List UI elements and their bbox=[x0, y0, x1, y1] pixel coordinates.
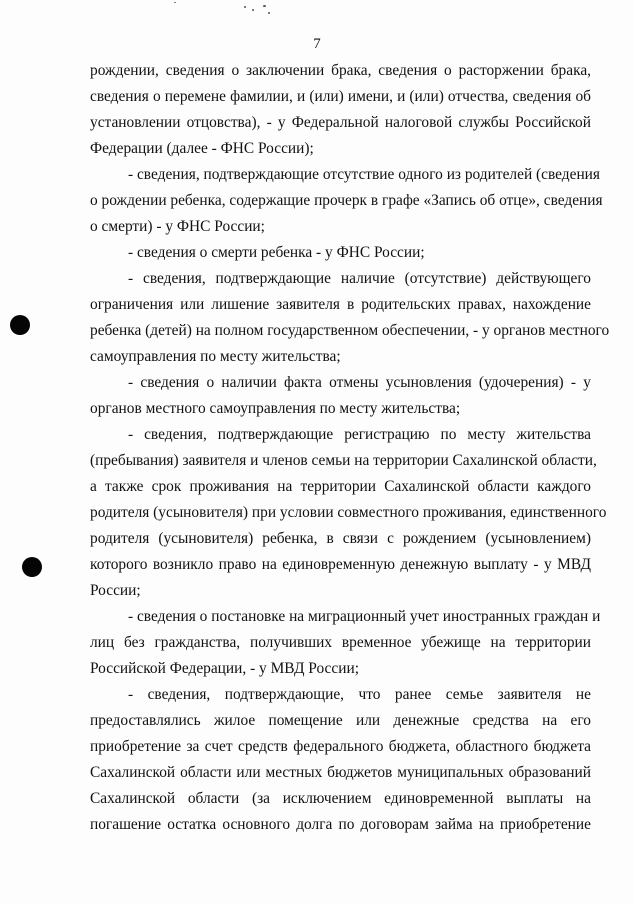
scan-speck bbox=[244, 6, 246, 8]
text-line: России; bbox=[90, 582, 141, 599]
text-line: Федерации (далее - ФНС России); bbox=[90, 140, 314, 157]
punch-hole bbox=[22, 557, 42, 577]
text-line: лиц без гражданства, получивших временное убежище на территории bbox=[90, 634, 591, 651]
text-line: рождении, сведения о заключении брака, сведения о расторжении брака, bbox=[90, 62, 591, 79]
text-line: родителя (усыновителя) при условии совместного проживания, единственного bbox=[90, 504, 607, 521]
text-line: - сведения, подтверждающие, что ранее семье заявителя не bbox=[128, 686, 591, 703]
text-line: Сахалинской области или местных бюджетов муниципальных образований bbox=[90, 764, 591, 781]
page-number: 7 bbox=[313, 36, 321, 52]
scan-speck bbox=[263, 5, 266, 7]
text-line: родителя (усыновителя) ребенка, в связи с рождением (усыновлением) bbox=[90, 530, 591, 547]
text-line: (пребывания) заявителя и членов семьи на территории Сахалинской области, bbox=[90, 452, 597, 469]
text-line: - сведения о постановке на миграционный учет иностранных граждан и bbox=[128, 608, 601, 625]
text-line: а также срок проживания на территории Сахалинской области каждого bbox=[90, 478, 591, 495]
punch-hole bbox=[10, 315, 30, 335]
text-line: которого возникло право на единовременную денежную выплату - у МВД bbox=[90, 556, 591, 573]
text-line: погашение остатка основного долга по договорам займа на приобретение bbox=[90, 816, 591, 833]
text-line: - сведения, подтверждающие наличие (отсутствие) действующего bbox=[128, 270, 591, 287]
text-line: установлении отцовства), - у Федеральной налоговой службы Российской bbox=[90, 114, 591, 131]
text-line: сведения о перемене фамилии, и (или) имени, и (или) отчества, сведения об bbox=[90, 88, 591, 105]
text-line: - сведения о смерти ребенка - у ФНС России; bbox=[128, 244, 425, 261]
text-line: ребенка (детей) на полном государственном обеспечении, - у органов местного bbox=[90, 322, 610, 339]
scan-speck bbox=[268, 12, 270, 14]
text-line: приобретение за счет средств федерального бюджета, областного бюджета bbox=[90, 738, 591, 755]
scan-speck bbox=[252, 9, 254, 11]
scan-speck bbox=[174, 2, 176, 3]
text-line: Сахалинской области (за исключением единовременной выплаты на bbox=[90, 790, 591, 807]
text-line: органов местного самоуправления по месту жительства; bbox=[90, 400, 461, 417]
text-line: самоуправления по месту жительства; bbox=[90, 348, 341, 365]
text-line: предоставлялись жилое помещение или денежные средства на его bbox=[90, 712, 591, 729]
text-line: - сведения, подтверждающие регистрацию по месту жительства bbox=[128, 426, 591, 443]
text-line: - сведения о наличии факта отмены усыновления (удочерения) - у bbox=[128, 374, 591, 391]
text-line: - сведения, подтверждающие отсутствие одного из родителей (сведения bbox=[128, 166, 600, 183]
text-line: о рождении ребенка, содержащие прочерк в графе «Запись об отце», сведения bbox=[90, 192, 603, 209]
text-line: Российской Федерации, - у МВД России; bbox=[90, 660, 359, 677]
text-line: ограничения или лишение заявителя в родительских правах, нахождение bbox=[90, 296, 591, 313]
text-line: о смерти) - у ФНС России; bbox=[90, 218, 265, 235]
